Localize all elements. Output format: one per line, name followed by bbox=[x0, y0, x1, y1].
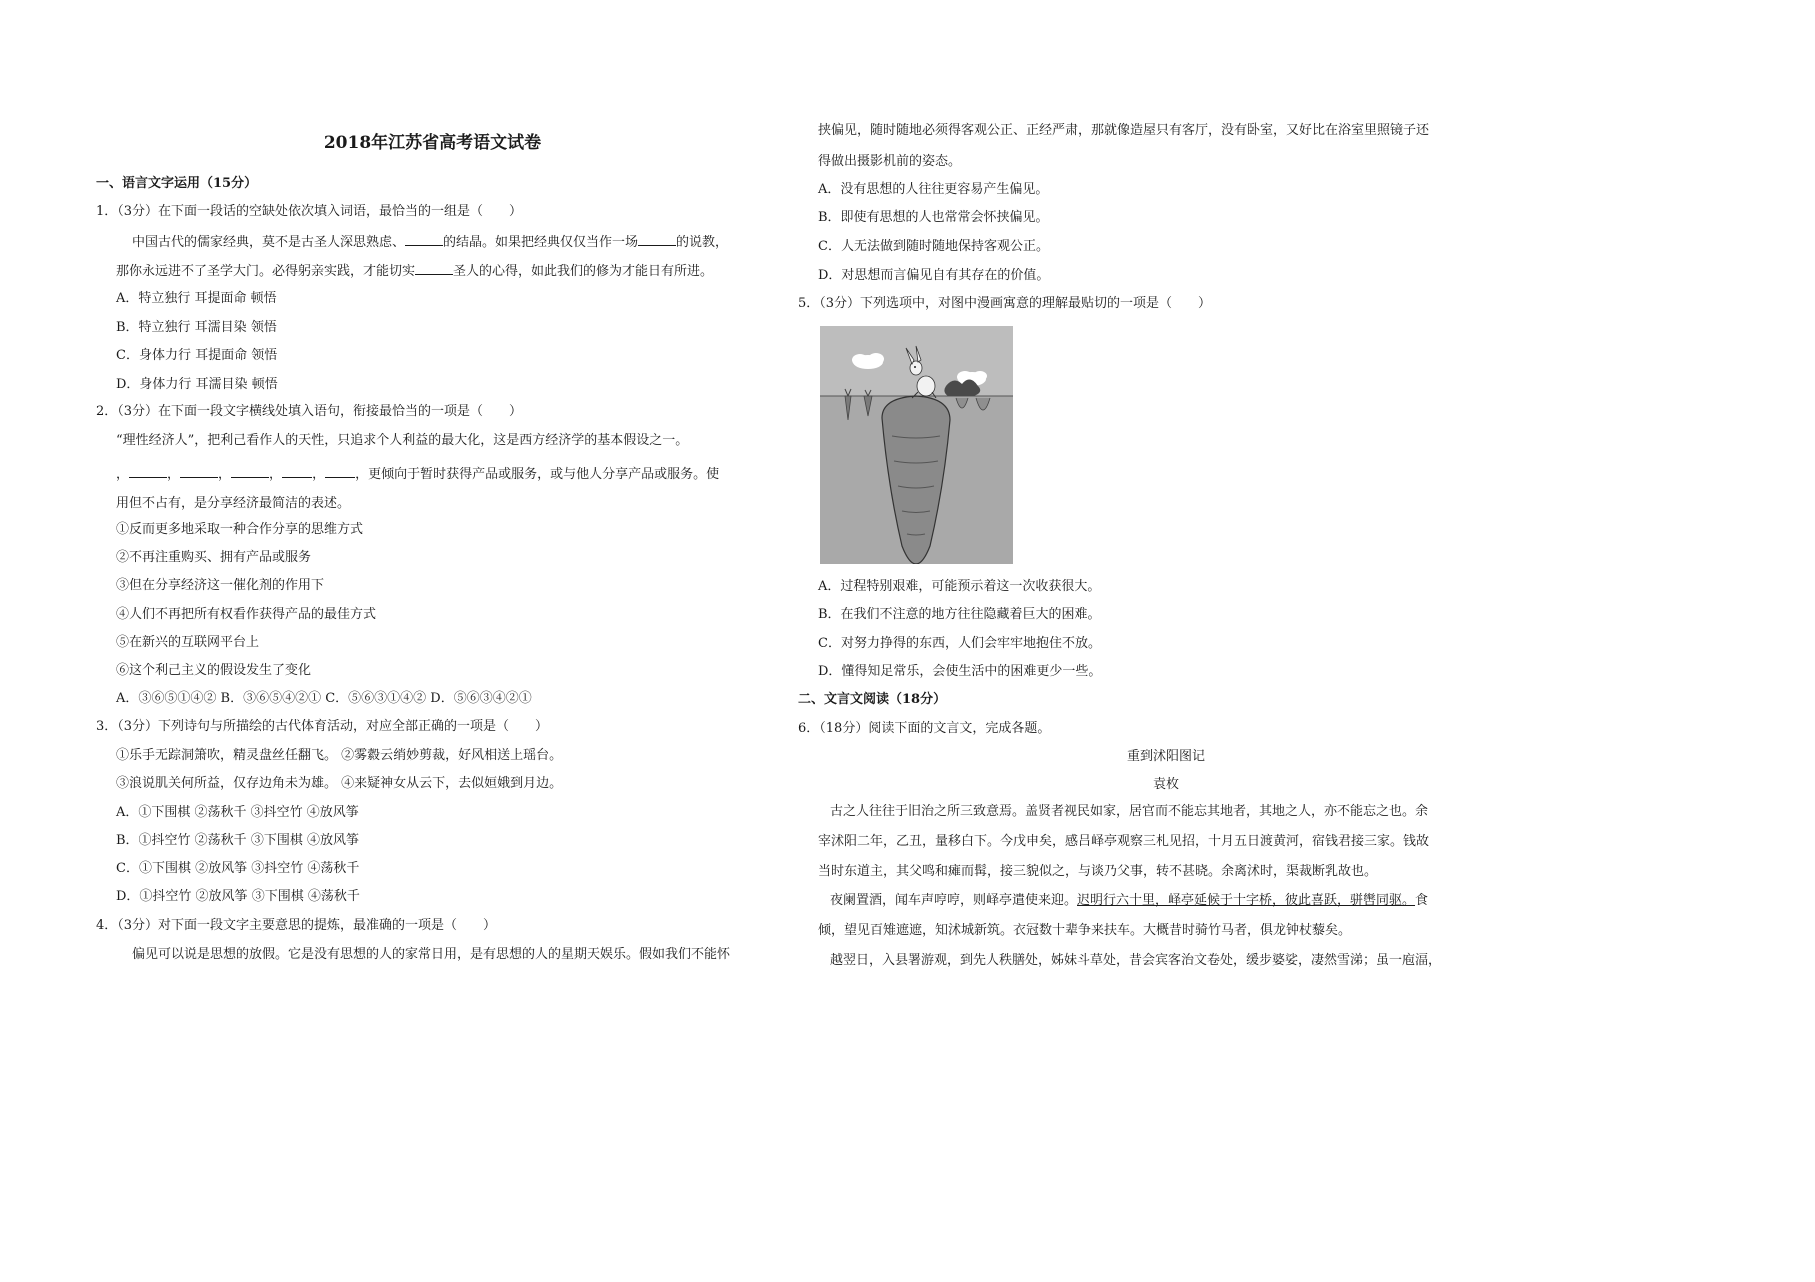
question-2-passage-line-2: ， ， ， ， ， ，更倾向于暂时获得产品或服务，或与他人分享产品或服务。使 bbox=[116, 467, 720, 482]
question-2-passage-line-1: “理性经济人”，把利己看作人的天性，只追求个人利益的最大化，这是西方经济学的基本假设之一。 bbox=[116, 433, 689, 448]
question-3-option-a: A．①下围棋 ②荡秋千 ③抖空竹 ④放风筝 bbox=[116, 805, 359, 820]
question-4-passage-line-3: 得做出摄影机前的姿态。 bbox=[818, 154, 962, 169]
question-2-options: A．③⑥⑤①④② B．③⑥⑤④②① C．⑤⑥③①④② D．⑤⑥③④②① bbox=[116, 691, 532, 706]
question-4-option-c: C．人无法做到随时随地保持客观公正。 bbox=[818, 239, 1049, 254]
question-5-stem: 5．（3分）下列选项中，对图中漫画寓意的理解最贴切的一项是（ ） bbox=[798, 296, 1212, 311]
question-3-stem: 3．（3分）下列诗句与所描绘的古代体育活动，对应全部正确的一项是（ ） bbox=[96, 719, 549, 734]
question-4-passage-line-2: 挟偏见，随时随地必须得客观公正、正经严肃，那就像造屋只有客厅，没有卧室，又好比在浴室里照镜子还 bbox=[818, 123, 1430, 138]
essay-paragraph-1-line-1: 古之人往往于旧治之所三致意焉。盖贤者视民如家，居官而不能忘其地者，其地之人，亦不能忘之也。余 bbox=[830, 804, 1429, 819]
fill-blank bbox=[415, 262, 453, 275]
essay-paragraph-1-line-2: 宰沭阳二年，乙丑，量移白下。今戊申矣，感吕峄亭观察三札见招，十月五日渡黄河，宿钱君接三家。钱故 bbox=[818, 834, 1430, 849]
carrot-cartoon-illustration bbox=[820, 326, 1013, 564]
essay-paragraph-3-line-1: 越翌日，入县署游观，到先人秩膳处，姊妹斗草处，昔会宾客治文卷处，缓步婆娑，凄然雪涕；虽一庖湢， bbox=[830, 953, 1442, 968]
question-4-option-a: A．没有思想的人往往更容易产生偏见。 bbox=[818, 182, 1049, 197]
question-3-option-c: C．①下围棋 ②放风筝 ③抖空竹 ④荡秋千 bbox=[116, 861, 360, 876]
question-4-stem: 4．（3分）对下面一段文字主要意思的提炼，最准确的一项是（ ） bbox=[96, 918, 497, 933]
question-4-option-b: B．即使有思想的人也常常会怀挟偏见。 bbox=[818, 210, 1049, 225]
question-5-option-c: C．对努力挣得的东西，人们会牢牢地抱住不放。 bbox=[818, 636, 1101, 651]
question-5-option-b: B．在我们不注意的地方往往隐藏着巨大的困难。 bbox=[818, 607, 1101, 622]
question-3-verse-line-2: ③浪说肌关何所益，仅存边角未为雄。 ④来疑神女从云下，去似姮娥到月边。 bbox=[116, 776, 563, 791]
cloud-left-icon bbox=[852, 353, 884, 369]
question-3-verse-line-1: ①乐手无踪洞箫吹，精灵盘丝任翻飞。 ②雾縠云绡妙剪裁，好风相送上瑶台。 bbox=[116, 748, 563, 763]
question-1-stem: 1．（3分）在下面一段话的空缺处依次填入词语，最恰当的一组是（ ） bbox=[96, 204, 523, 219]
fill-blank bbox=[129, 465, 167, 478]
question-2-item-3: ③但在分享经济这一催化剂的作用下 bbox=[116, 578, 325, 593]
question-2-item-1: ①反而更多地采取一种合作分享的思维方式 bbox=[116, 522, 364, 537]
question-5-option-a: A．过程特别艰难，可能预示着这一次收获很大。 bbox=[818, 579, 1101, 594]
question-3-option-d: D．①抖空竹 ②放风筝 ③下围棋 ④荡秋千 bbox=[116, 889, 360, 904]
question-2-item-5: ⑤在新兴的互联网平台上 bbox=[116, 635, 260, 650]
question-2-passage-line-3: 用但不占有，是分享经济最简洁的表述。 bbox=[116, 496, 351, 511]
question-1-passage-line-2: 那你永远进不了圣学大门。必得躬亲实践，才能切实 圣人的心得，如此我们的修为才能日有所进。 bbox=[116, 264, 714, 279]
question-4-option-d: D．对思想而言偏见自有其存在的价值。 bbox=[818, 268, 1050, 283]
fill-blank bbox=[405, 233, 443, 246]
question-1-option-a: A．特立独行 耳提面命 顿悟 bbox=[116, 291, 277, 306]
fill-blank bbox=[231, 465, 269, 478]
fill-blank bbox=[325, 465, 355, 478]
question-5-option-d: D．懂得知足常乐，会使生活中的困难更少一些。 bbox=[818, 664, 1102, 679]
question-1-option-c: C．身体力行 耳提面命 领悟 bbox=[116, 348, 278, 363]
question-2-stem: 2．（3分）在下面一段文字横线处填入语句，衔接最恰当的一项是（ ） bbox=[96, 404, 523, 419]
question-2-item-6: ⑥这个利己主义的假设发生了变化 bbox=[116, 663, 312, 678]
question-6-stem: 6．（18分）阅读下面的文言文，完成各题。 bbox=[798, 721, 1051, 736]
underlined-sentence: 迟明行六十里，峄亭延候于十字桥，彼此喜跃，骈辔同驱。 bbox=[1077, 893, 1416, 908]
question-1-passage-line-1: 中国古代的儒家经典，莫不是古圣人深思熟虑、 的结晶。如果把经典仅仅当作一场 的说教， bbox=[132, 235, 729, 250]
page-title: 2018年江苏省高考语文试卷 bbox=[323, 133, 542, 153]
fill-blank bbox=[180, 465, 218, 478]
question-2-item-4: ④人们不再把所有权看作获得产品的最佳方式 bbox=[116, 607, 377, 622]
question-1-option-d: D．身体力行 耳濡目染 顿悟 bbox=[116, 377, 278, 392]
question-4-passage-line-1: 偏见可以说是思想的放假。它是没有思想的人的家常日用，是有思想的人的星期天娱乐。假如我们不能怀 bbox=[132, 947, 731, 962]
essay-title: 重到沭阳图记 bbox=[1126, 749, 1205, 764]
fill-blank bbox=[638, 233, 676, 246]
section-heading-1: 一、语言文字运用（15分） bbox=[96, 176, 258, 191]
question-3-option-b: B．①抖空竹 ②荡秋千 ③下围棋 ④放风筝 bbox=[116, 833, 359, 848]
fill-blank bbox=[282, 465, 312, 478]
question-1-option-b: B．特立独行 耳濡目染 领悟 bbox=[116, 320, 277, 335]
essay-paragraph-2-line-2: 倾，望见百雉遮遮，知沭城新筑。衣冠数十辈争来扶车。大概昔时骑竹马者，俱龙钟杖藜矣。 bbox=[818, 923, 1352, 938]
question-2-item-2: ②不再注重购买、拥有产品或服务 bbox=[116, 550, 312, 565]
essay-paragraph-1-line-3: 当时东道主，其父鸣和瘫而髯，接三貌似之，与谈乃父事，转不甚晓。余离沭时，渠裁断乳故也。 bbox=[818, 864, 1378, 879]
essay-paragraph-2-line-1: 夜阑置酒，闻车声哼哼，则峄亭遣使来迎。迟明行六十里，峄亭延候于十字桥，彼此喜跃，骈辔同驱。食 bbox=[830, 893, 1429, 908]
section-heading-2: 二、文言文阅读（18分） bbox=[798, 692, 947, 707]
essay-author: 袁枚 bbox=[1152, 777, 1179, 792]
